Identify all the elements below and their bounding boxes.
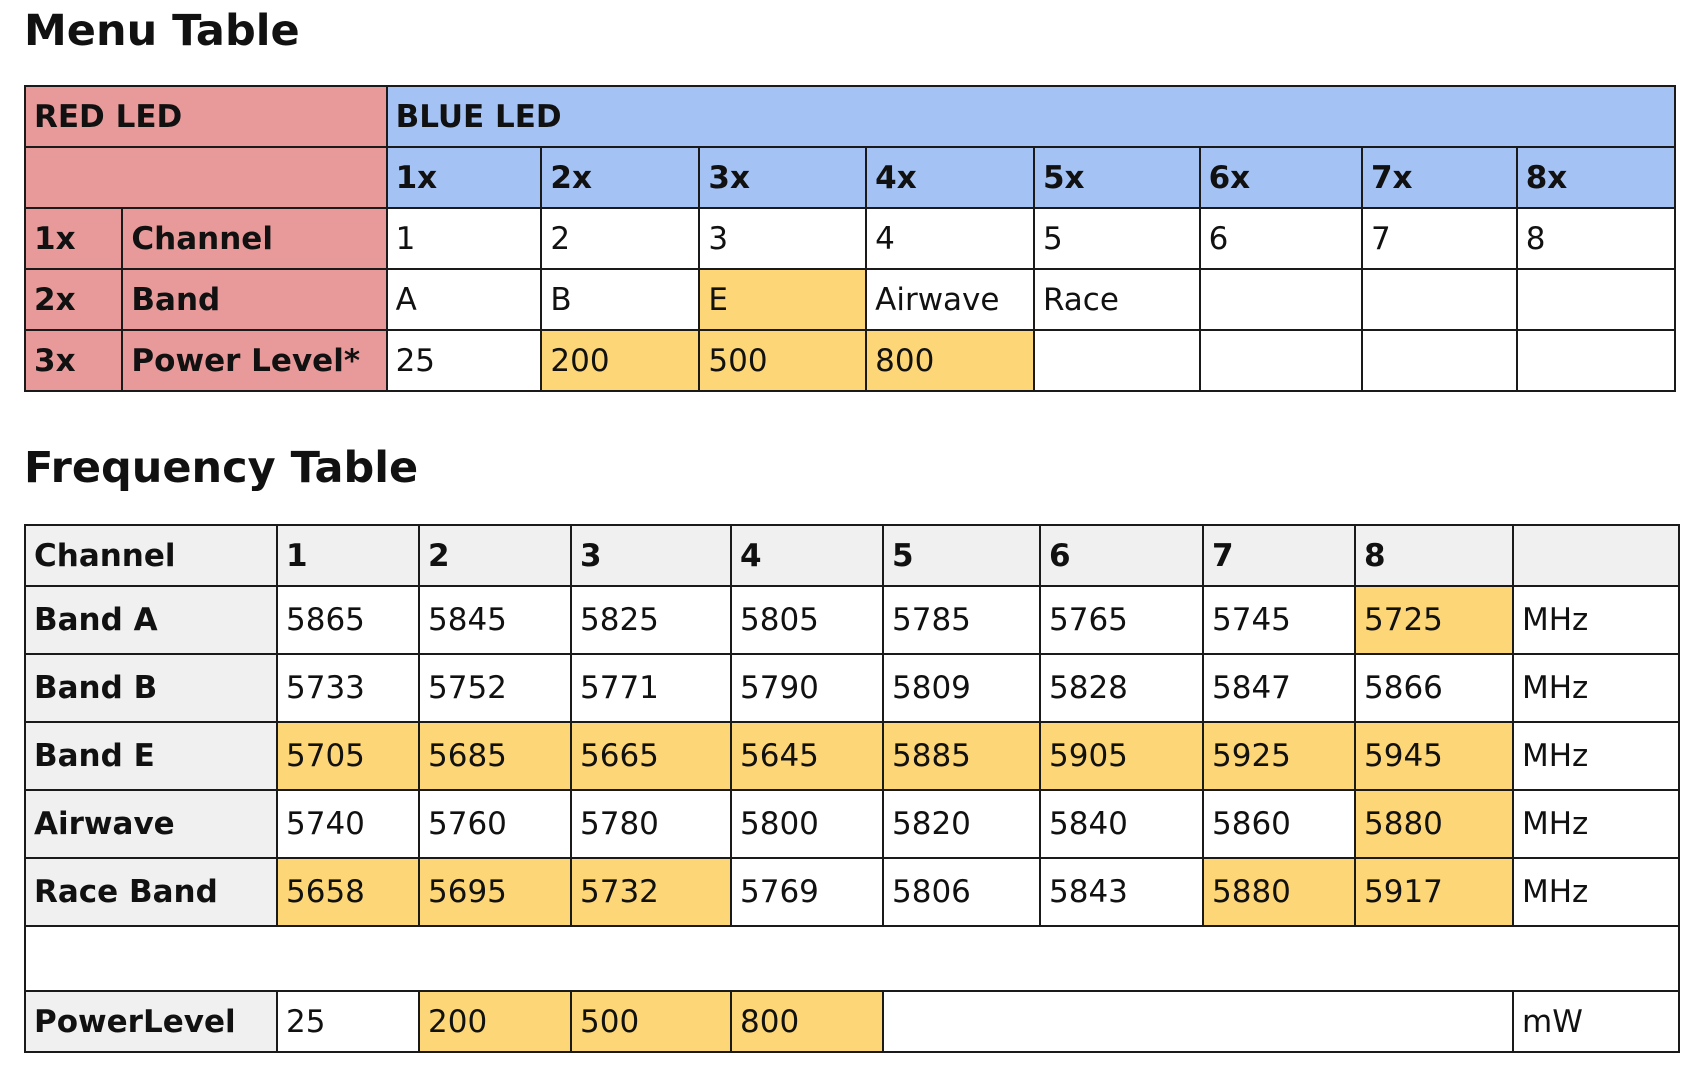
frequency-cell: 5866 xyxy=(1355,654,1513,722)
channel-header: 3 xyxy=(571,525,731,586)
frequency-cell: 5860 xyxy=(1203,790,1355,858)
channel-header: 6 xyxy=(1040,525,1203,586)
menu-cell: A xyxy=(387,269,542,330)
channel-header: 4 xyxy=(731,525,883,586)
frequency-cell: 5740 xyxy=(277,790,419,858)
menu-row-press: 2x xyxy=(25,269,122,330)
menu-row-press: 1x xyxy=(25,208,122,269)
power-level-cell: 25 xyxy=(277,991,419,1052)
red-led-blank-cell xyxy=(25,147,387,208)
frequency-cell: 5809 xyxy=(883,654,1040,722)
band-name: Race Band xyxy=(25,858,277,926)
frequency-cell: 5752 xyxy=(419,654,571,722)
blue-led-header: BLUE LED xyxy=(387,86,1675,147)
menu-cell: 7 xyxy=(1362,208,1517,269)
frequency-cell: 5665 xyxy=(571,722,731,790)
frequency-cell: 5695 xyxy=(419,858,571,926)
power-level-cell: 800 xyxy=(731,991,883,1052)
frequency-cell: 5800 xyxy=(731,790,883,858)
menu-cell xyxy=(1362,330,1517,391)
frequency-cell: 5733 xyxy=(277,654,419,722)
band-unit: MHz xyxy=(1513,654,1679,722)
menu-cell: 25 xyxy=(387,330,542,391)
menu-row xyxy=(25,330,1675,391)
frequency-cell: 5685 xyxy=(419,722,571,790)
channel-label: Channel xyxy=(25,525,277,586)
frequency-table-body xyxy=(25,525,1679,1052)
menu-cell: 5 xyxy=(1034,208,1200,269)
press-header-4x: 4x xyxy=(866,147,1034,208)
frequency-cell: 5845 xyxy=(419,586,571,654)
band-name: Band E xyxy=(25,722,277,790)
frequency-cell: 5760 xyxy=(419,790,571,858)
menu-cell xyxy=(1517,330,1675,391)
frequency-cell: 5880 xyxy=(1203,858,1355,926)
menu-row-label: Band xyxy=(122,269,386,330)
frequency-cell: 5732 xyxy=(571,858,731,926)
channel-header: 7 xyxy=(1203,525,1355,586)
channel-header: 1 xyxy=(277,525,419,586)
menu-cell: B xyxy=(541,269,699,330)
channel-header: 5 xyxy=(883,525,1040,586)
frequency-cell: 5905 xyxy=(1040,722,1203,790)
menu-row-label: Channel xyxy=(122,208,386,269)
menu-cell: 800 xyxy=(866,330,1034,391)
frequency-cell: 5885 xyxy=(883,722,1040,790)
menu-cell: 500 xyxy=(699,330,866,391)
press-header-3x: 3x xyxy=(699,147,866,208)
band-row xyxy=(25,654,1679,722)
frequency-cell: 5780 xyxy=(571,790,731,858)
power-level-empty-cell xyxy=(883,991,1513,1052)
menu-cell xyxy=(1200,330,1362,391)
menu-cell xyxy=(1362,269,1517,330)
power-level-cell: 500 xyxy=(571,991,731,1052)
band-name: Airwave xyxy=(25,790,277,858)
frequency-cell: 5705 xyxy=(277,722,419,790)
menu-cell: 2 xyxy=(541,208,699,269)
frequency-cell: 5840 xyxy=(1040,790,1203,858)
blank-spacer-cell xyxy=(25,926,1679,991)
band-name: Band A xyxy=(25,586,277,654)
frequency-cell: 5745 xyxy=(1203,586,1355,654)
frequency-cell: 5825 xyxy=(571,586,731,654)
band-row xyxy=(25,858,1679,926)
band-unit: MHz xyxy=(1513,722,1679,790)
menu-row xyxy=(25,269,1675,330)
frequency-cell: 5847 xyxy=(1203,654,1355,722)
frequency-cell: 5785 xyxy=(883,586,1040,654)
frequency-cell: 5769 xyxy=(731,858,883,926)
press-header-2x: 2x xyxy=(541,147,699,208)
menu-cell: Airwave xyxy=(866,269,1034,330)
frequency-cell: 5828 xyxy=(1040,654,1203,722)
red-led-header: RED LED xyxy=(25,86,387,147)
band-unit: MHz xyxy=(1513,790,1679,858)
menu-cell: 4 xyxy=(866,208,1034,269)
band-row xyxy=(25,586,1679,654)
channel-header: 8 xyxy=(1355,525,1513,586)
power-level-unit: mW xyxy=(1513,991,1679,1052)
menu-row-press: 3x xyxy=(25,330,122,391)
menu-led-header-row xyxy=(25,86,1675,147)
frequency-cell: 5917 xyxy=(1355,858,1513,926)
channel-header: 2 xyxy=(419,525,571,586)
frequency-cell: 5765 xyxy=(1040,586,1203,654)
menu-press-header-row xyxy=(25,147,1675,208)
press-header-1x: 1x xyxy=(387,147,542,208)
frequency-cell: 5880 xyxy=(1355,790,1513,858)
menu-cell xyxy=(1034,330,1200,391)
frequency-cell: 5771 xyxy=(571,654,731,722)
unit-header-blank xyxy=(1513,525,1679,586)
menu-row xyxy=(25,208,1675,269)
press-header-8x: 8x xyxy=(1517,147,1675,208)
menu-cell xyxy=(1517,269,1675,330)
frequency-table-title: Frequency Table xyxy=(24,443,419,493)
frequency-table xyxy=(24,524,1680,1053)
press-header-6x: 6x xyxy=(1200,147,1362,208)
power-level-label: PowerLevel xyxy=(25,991,277,1052)
press-header-5x: 5x xyxy=(1034,147,1200,208)
menu-cell: 3 xyxy=(699,208,866,269)
menu-cell: 8 xyxy=(1517,208,1675,269)
frequency-header-row xyxy=(25,525,1679,586)
menu-cell: E xyxy=(699,269,866,330)
frequency-cell: 5725 xyxy=(1355,586,1513,654)
frequency-cell: 5658 xyxy=(277,858,419,926)
frequency-cell: 5925 xyxy=(1203,722,1355,790)
press-header-7x: 7x xyxy=(1362,147,1517,208)
blank-spacer-row xyxy=(25,926,1679,991)
frequency-cell: 5945 xyxy=(1355,722,1513,790)
frequency-cell: 5805 xyxy=(731,586,883,654)
frequency-cell: 5865 xyxy=(277,586,419,654)
menu-table xyxy=(24,85,1676,392)
menu-cell: 200 xyxy=(541,330,699,391)
frequency-cell: 5843 xyxy=(1040,858,1203,926)
power-level-cell: 200 xyxy=(419,991,571,1052)
frequency-cell: 5806 xyxy=(883,858,1040,926)
band-row xyxy=(25,722,1679,790)
menu-row-label: Power Level* xyxy=(122,330,386,391)
frequency-cell: 5790 xyxy=(731,654,883,722)
frequency-cell: 5645 xyxy=(731,722,883,790)
band-row xyxy=(25,790,1679,858)
menu-table-title: Menu Table xyxy=(24,6,300,56)
band-unit: MHz xyxy=(1513,858,1679,926)
menu-cell xyxy=(1200,269,1362,330)
power-level-row xyxy=(25,991,1679,1052)
menu-cell: 1 xyxy=(387,208,542,269)
menu-cell: Race xyxy=(1034,269,1200,330)
menu-table-body xyxy=(25,208,1675,391)
band-unit: MHz xyxy=(1513,586,1679,654)
menu-cell: 6 xyxy=(1200,208,1362,269)
band-name: Band B xyxy=(25,654,277,722)
frequency-cell: 5820 xyxy=(883,790,1040,858)
